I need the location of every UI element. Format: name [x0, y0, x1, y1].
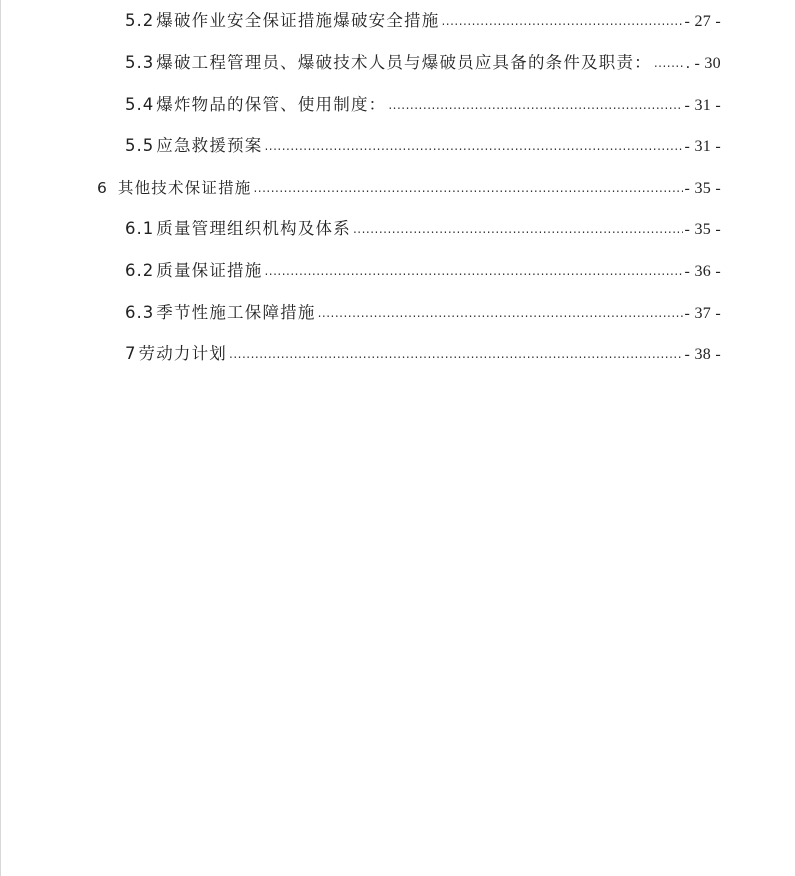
toc-entry-6-2[interactable]	[125, 258, 721, 284]
toc-dot-leader	[253, 175, 682, 201]
toc-entry-title: 劳动力计划	[138, 344, 227, 363]
toc-entry-6[interactable]	[97, 175, 721, 201]
toc-entry-title: 爆炸物品的保管、使用制度：	[156, 95, 387, 114]
toc-entry-title: 爆破作业安全保证措施爆破安全措施	[156, 11, 440, 30]
toc-entry-number: 5.3	[125, 53, 155, 72]
toc-entry-7[interactable]	[125, 341, 721, 367]
toc-entry-title: 质量管理组织机构及体系	[156, 219, 351, 238]
toc-page-number: - 38 -	[684, 346, 721, 363]
toc-dot-leader	[229, 341, 683, 367]
toc-dot-leader	[388, 92, 682, 118]
toc-entry-number: 7	[125, 344, 137, 363]
toc-entry-number: 5.5	[125, 136, 155, 155]
toc-entry-title: 其他技术保证措施	[117, 179, 252, 197]
toc-dot-leader	[654, 50, 684, 76]
toc-entry-title: 爆破工程管理员、爆破技术人员与爆破员应具备的条件及职责：	[156, 53, 652, 72]
toc-page-number: - 37 -	[684, 305, 721, 322]
toc-page-number: - 27 -	[684, 13, 721, 30]
toc-dot-leader	[264, 133, 682, 159]
toc-entry-5-4[interactable]	[125, 92, 721, 118]
toc-entry-5-2[interactable]	[125, 8, 721, 34]
toc-dot-leader	[441, 8, 682, 34]
toc-entry-6-1[interactable]	[125, 216, 721, 242]
toc-page-number: - 35 -	[684, 221, 721, 238]
toc-entry-title: 质量保证措施	[156, 261, 263, 280]
toc-entry-number: 6	[97, 179, 108, 197]
toc-dot-leader	[353, 216, 683, 242]
toc-page-number: - 31 -	[684, 138, 721, 155]
toc-entry-6-3[interactable]	[125, 300, 721, 326]
toc-entry-number: 6.2	[125, 261, 155, 280]
toc-entry-title: 应急救援预案	[156, 136, 263, 155]
toc-entry-5-3[interactable]	[125, 50, 721, 76]
toc-dot-leader	[264, 258, 682, 284]
toc-entry-number: 6.3	[125, 303, 155, 322]
toc-entry-number: 5.2	[125, 11, 155, 30]
toc-entry-number: 6.1	[125, 219, 155, 238]
toc-dot-leader	[318, 300, 683, 326]
toc-entry-number: 5.4	[125, 95, 155, 114]
toc-entry-5-5[interactable]	[125, 133, 721, 159]
toc-page-number: - 36 -	[684, 263, 721, 280]
toc-page-number: . - 30	[685, 55, 721, 72]
toc-page-number: - 35 -	[684, 180, 721, 197]
toc-entry-title: 季节性施工保障措施	[156, 303, 316, 322]
toc-page-number: - 31 -	[684, 97, 721, 114]
